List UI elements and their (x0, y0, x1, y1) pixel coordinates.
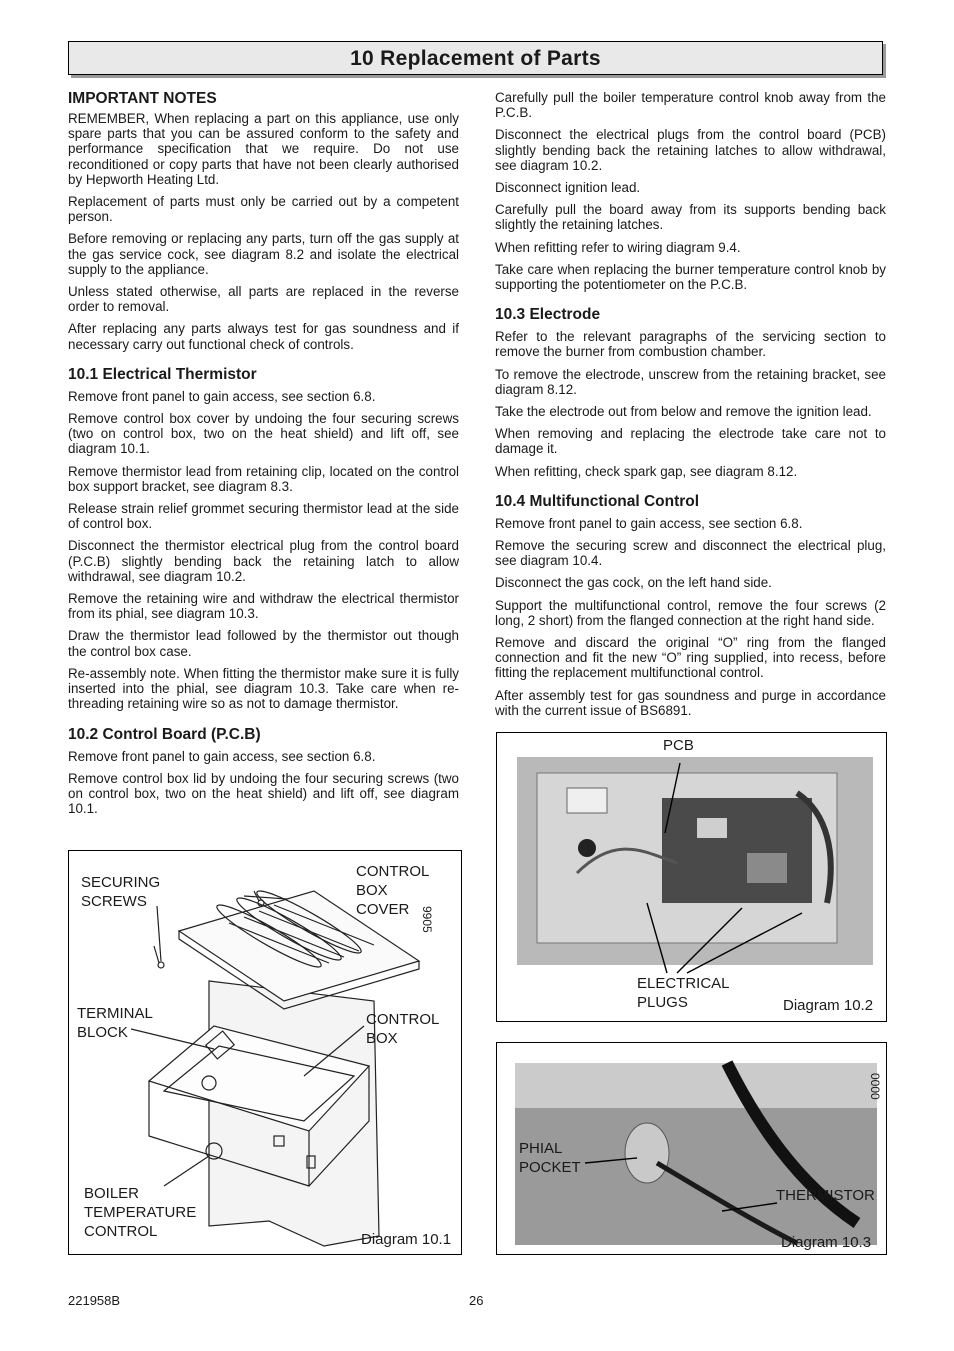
paragraph: Remove control box cover by undoing the four securing screws (two on control box, two on the heat shield) and lift off, see diagram 10.1. (68, 411, 459, 457)
diagram-10-2 (496, 732, 887, 1022)
paragraph: Draw the thermistor lead followed by the thermistor out though the control box case. (68, 628, 459, 659)
paragraph: Unless stated otherwise, all parts are replaced in the reverse order to removal. (68, 284, 459, 315)
paragraph: Remove front panel to gain access, see section 6.8. (68, 748, 376, 764)
title-box (68, 41, 883, 75)
paragraph: Disconnect the thermistor electrical plug from the control board (P.C.B) slightly bending back the retaining latch to allow withdrawal, see diagram 10.2. (68, 538, 459, 584)
paragraph: Carefully pull the boiler temperature control knob away from the P.C.B. (495, 90, 886, 121)
right-column (495, 90, 886, 725)
diagram-code: 9905 (420, 906, 434, 933)
paragraph: Remove the retaining wire and withdraw the electrical thermistor from its phial, see diagram 10.3. (68, 591, 459, 622)
page-title: 10 Replacement of Parts (350, 47, 601, 70)
paragraph: Remove and discard the original “O” ring from the flanged connection and fit the new “O” ring supplied, into recess, before fitting the replacement multifunctional control. (495, 635, 886, 681)
section-10-2-heading: 10.2 Control Board (P.C.B) (68, 725, 261, 743)
label-terminal-block: TERMINAL BLOCK (77, 1005, 153, 1041)
paragraph: When refitting refer to wiring diagram 9.4. (495, 239, 741, 255)
paragraph: After assembly test for gas soundness and purge in accordance with the current issue of BS6891. (495, 687, 886, 718)
diagram-caption: Diagram 10.1 (361, 1231, 452, 1248)
paragraph: Disconnect the gas cock, on the left hand side. (495, 575, 772, 591)
paragraph: When removing and replacing the electrode take care not to damage it. (495, 426, 886, 457)
diagram-code: 0000 (868, 1073, 882, 1100)
label-thermistor: THERMISTOR (776, 1187, 875, 1204)
paragraph: Disconnect the electrical plugs from the control board (PCB) slightly bending back the retaining latches to allow withdrawal, see diagram 10.2. (495, 127, 886, 173)
paragraph: Take the electrode out from below and remove the ignition lead. (495, 404, 872, 420)
paragraph: Disconnect ignition lead. (495, 180, 641, 196)
paragraph: Carefully pull the board away from its supports bending back slightly the retaining latches. (495, 202, 886, 233)
paragraph: Re-assembly note. When fitting the thermistor make sure it is fully inserted into the phial, see diagram 10.3. Take care when re-threading retaining wire so as not to damage thermistor. (68, 665, 459, 712)
paragraph: Remove thermistor lead from retaining clip, located on the control box support bracket, see diagram 8.3. (68, 463, 459, 494)
diagram-10-1 (68, 850, 462, 1255)
diagram-caption: Diagram 10.3 (781, 1234, 872, 1251)
paragraph: Remove the securing screw and disconnect the electrical plug, see diagram 10.4. (495, 538, 886, 569)
label-control-box-cover: CONTROL BOX COVER (356, 863, 430, 918)
paragraph: Remove control box lid by undoing the four securing screws (two on control box, two on the heat shield) and lift off, see diagram 10.1. (68, 770, 459, 817)
paragraph: Release strain relief grommet securing thermistor lead at the side of control box. (68, 501, 459, 532)
paragraph: REMEMBER, When replacing a part on this appliance, use only spare parts that you can be assured conform to the safety and performance specification that we require. Do not use reconditioned or copy parts that have not been clearly authorised by Hepworth Heating Ltd. (68, 111, 459, 187)
important-notes-heading: IMPORTANT NOTES (68, 90, 217, 107)
label-electrical-plugs: ELECTRICAL PLUGS (637, 975, 730, 1011)
label-pcb: PCB (663, 737, 694, 754)
section-10-4-heading: 10.4 Multifunctional Control (495, 492, 700, 510)
paragraph: Before removing or replacing any parts, turn off the gas supply at the gas service cock, see diagram 8.2 and isolate the electrical supply to the appliance. (68, 231, 459, 277)
diagram-caption: Diagram 10.2 (783, 997, 874, 1014)
document-number: 221958B (68, 1293, 121, 1308)
label-boiler-temperature-control: BOILER TEMPERATURE CONTROL (84, 1185, 197, 1240)
paragraph: Replacement of parts must only be carried out by a competent person. (68, 194, 459, 225)
paragraph: Remove front panel to gain access, see section 6.8. (495, 515, 803, 531)
paragraph: After replacing any parts always test for gas soundness and if necessary carry out functional check of controls. (68, 321, 459, 352)
page-number: 26 (469, 1293, 484, 1308)
left-column (68, 90, 459, 823)
label-phial-pocket: PHIAL POCKET (519, 1140, 581, 1176)
paragraph: Remove front panel to gain access, see section 6.8. (68, 388, 376, 404)
paragraph: Support the multifunctional control, remove the four screws (2 long, 2 short) from the flanged connection at the right hand side. (495, 597, 886, 628)
paragraph: Refer to the relevant paragraphs of the servicing section to remove the burner from combustion chamber. (495, 329, 886, 360)
label-control-box: CONTROL BOX (366, 1011, 440, 1047)
section-10-3-heading: 10.3 Electrode (495, 306, 601, 324)
paragraph: Take care when replacing the burner temperature control knob by supporting the potentiometer on the P.C.B. (495, 261, 886, 293)
paragraph: When refitting, check spark gap, see diagram 8.12. (495, 463, 798, 479)
paragraph: To remove the electrode, unscrew from the retaining bracket, see diagram 8.12. (495, 366, 886, 397)
section-10-1-heading: 10.1 Electrical Thermistor (68, 365, 257, 383)
diagram-10-3 (496, 1042, 887, 1255)
label-securing-screws: SECURING SCREWS (81, 874, 161, 910)
